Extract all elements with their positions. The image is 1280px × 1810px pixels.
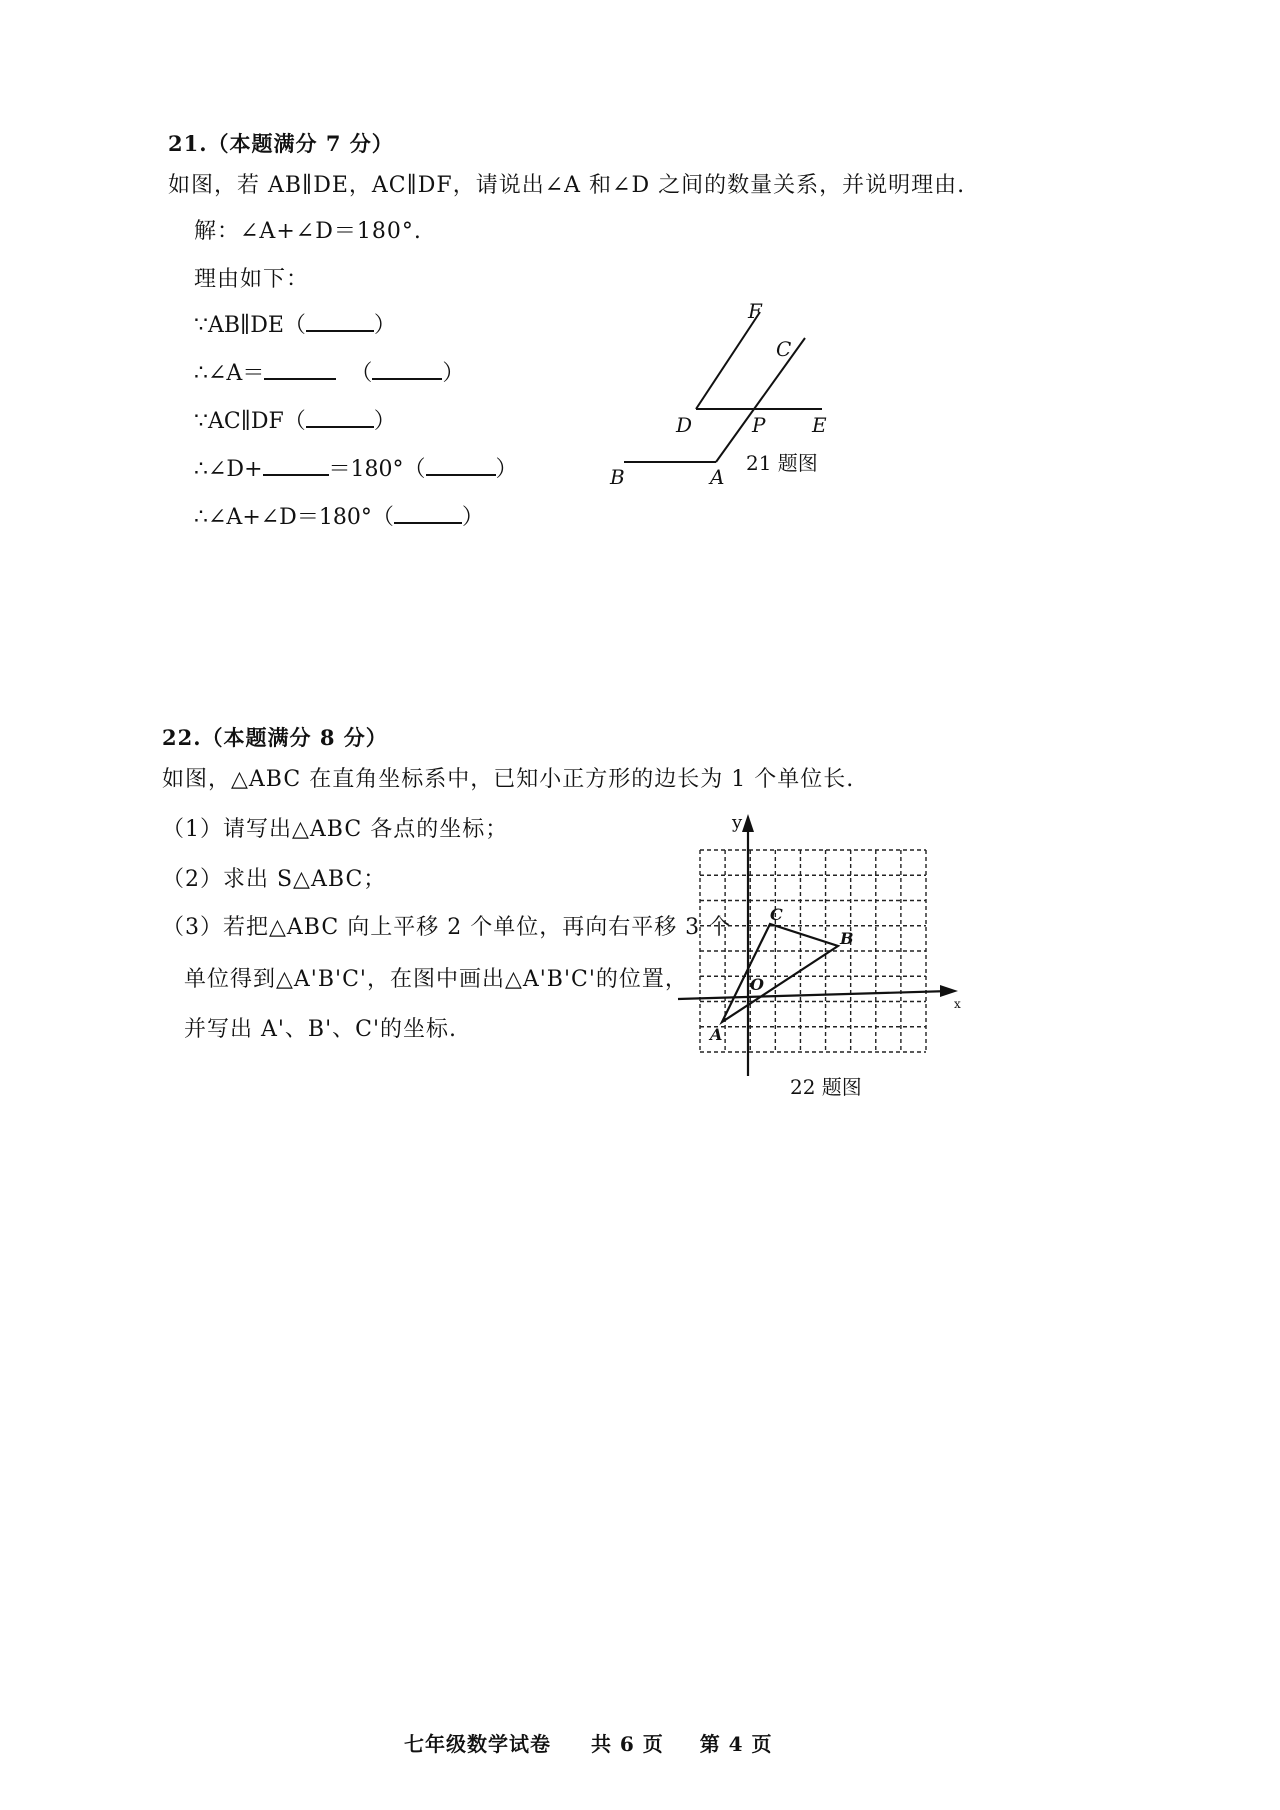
step-3-pre: ∵AC∥DF（ bbox=[194, 409, 306, 434]
footer-page-no: 第 4 页 bbox=[699, 1732, 773, 1756]
step-4-pre: ∴∠D+ bbox=[194, 457, 263, 482]
q21-header: 21.（本题满分 7 分） bbox=[168, 131, 394, 156]
x-axis bbox=[678, 991, 950, 999]
step-4-mid: ＝180°（ bbox=[328, 457, 426, 482]
label-f: F bbox=[748, 299, 762, 323]
step-3-post: ） bbox=[373, 409, 396, 434]
q22-part-1: （1）请写出△ABC 各点的坐标； bbox=[162, 817, 509, 842]
page-footer bbox=[404, 1728, 773, 1757]
label-c: C bbox=[776, 337, 792, 361]
footer-title: 七年级数学试卷 bbox=[404, 1732, 551, 1756]
step-5-post: ） bbox=[461, 505, 484, 530]
step-4-post: ） bbox=[495, 457, 518, 482]
q22-part-2: （2）求出 S△ABC； bbox=[162, 867, 387, 892]
label-a: A bbox=[710, 465, 725, 489]
grid bbox=[700, 850, 926, 1052]
step-2-blank-b[interactable] bbox=[372, 378, 442, 380]
q21-figure bbox=[600, 290, 860, 500]
step-2-pre: ∴∠A＝ bbox=[194, 361, 265, 386]
q21-caption: 21 题图 bbox=[746, 451, 818, 475]
label-o: O bbox=[750, 975, 764, 994]
q21-step-1 bbox=[194, 308, 396, 339]
step-2-post: ） bbox=[442, 361, 465, 386]
step-5-pre: ∴∠A+∠D＝180°（ bbox=[194, 505, 394, 530]
line-ac bbox=[716, 338, 805, 462]
q21-answer: 解：∠A+∠D＝180°. bbox=[194, 219, 422, 244]
line-df bbox=[696, 312, 760, 409]
label-e: E bbox=[812, 413, 827, 437]
step-1-post: ） bbox=[373, 313, 396, 338]
label-a: A bbox=[710, 1025, 723, 1044]
step-1-blank[interactable] bbox=[306, 330, 374, 332]
q21-step-4 bbox=[194, 452, 518, 483]
step-1-pre: ∵AB∥DE（ bbox=[194, 313, 306, 338]
q22-part-3: （3）若把△ABC 向上平移 2 个单位，再向右平移 3 个 bbox=[162, 915, 732, 940]
step-4-blank-b[interactable] bbox=[426, 474, 496, 476]
label-b: B bbox=[610, 465, 625, 489]
q21-step-3 bbox=[194, 404, 396, 435]
x-axis-arrow bbox=[940, 985, 958, 997]
footer-pages: 共 6 页 bbox=[590, 1732, 664, 1756]
step-3-blank[interactable] bbox=[306, 426, 374, 428]
label-p: P bbox=[752, 413, 766, 437]
q21-step-2 bbox=[194, 356, 464, 387]
q21-question: 如图，若 AB∥DE，AC∥DF，请说出∠A 和∠D 之间的数量关系，并说明理由. bbox=[168, 173, 966, 198]
label-d: D bbox=[676, 413, 693, 437]
triangle-abc bbox=[722, 924, 838, 1022]
x-axis-label: x bbox=[954, 997, 961, 1011]
step-4-blank-a[interactable] bbox=[263, 474, 329, 476]
step-2-mid: （ bbox=[350, 361, 373, 386]
q22-caption: 22 题图 bbox=[790, 1075, 862, 1099]
step-5-blank[interactable] bbox=[394, 522, 462, 524]
q21-reason-title: 理由如下： bbox=[194, 267, 310, 292]
y-axis-label: y bbox=[732, 812, 743, 833]
step-2-blank-a[interactable] bbox=[264, 378, 336, 380]
y-axis-arrow bbox=[742, 814, 754, 832]
label-c: C bbox=[770, 905, 783, 924]
q22-part-3-cont-1: 单位得到△A'B'C'，在图中画出△A'B'C'的位置， bbox=[184, 967, 688, 992]
q22-header: 22.（本题满分 8 分） bbox=[162, 725, 388, 750]
label-b: B bbox=[840, 929, 854, 948]
q21-step-5 bbox=[194, 500, 484, 531]
q22-figure bbox=[670, 808, 970, 1108]
q22-question: 如图，△ABC 在直角坐标系中，已知小正方形的边长为 1 个单位长. bbox=[162, 767, 855, 792]
q22-part-3-cont-2: 并写出 A'、B'、C'的坐标. bbox=[184, 1017, 458, 1042]
